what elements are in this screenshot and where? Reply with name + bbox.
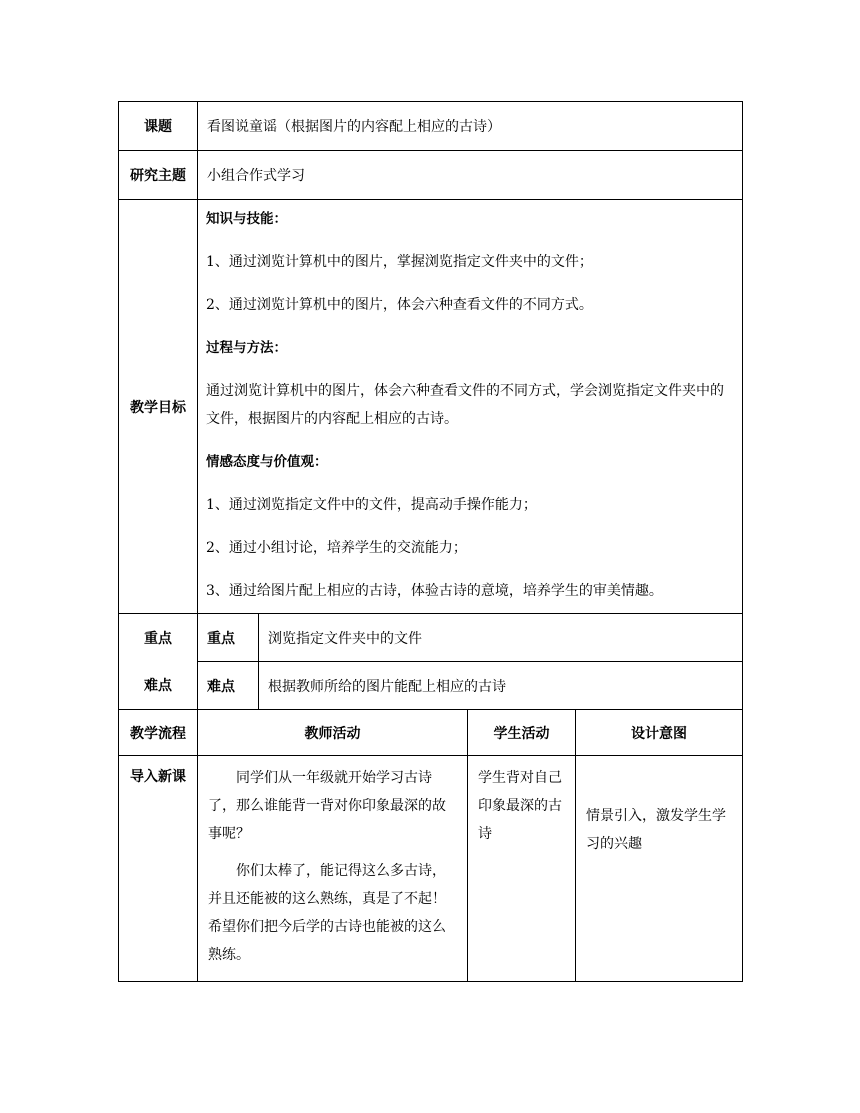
key-point-value: 浏览指定文件夹中的文件 [259, 614, 743, 662]
flow-header-teacher: 教师活动 [198, 710, 468, 756]
flow-header-student: 学生活动 [468, 710, 576, 756]
key-point-label: 重点 [119, 614, 198, 662]
intro-row [119, 756, 743, 982]
research-label: 研究主题 [119, 151, 198, 200]
key-point-sub-label: 重点 [198, 614, 259, 662]
knowledge-item: 2、通过浏览计算机中的图片，体会六种查看文件的不同方式。 [206, 297, 593, 313]
process-text: 通过浏览计算机中的图片，体会六种查看文件的不同方式，学会浏览指定文件夹中的文件，根据图片的内容配上相应的古诗。 [206, 383, 724, 427]
emotion-title: 情感态度与价值观： [206, 454, 328, 470]
topic-value: 看图说童谣（根据图片的内容配上相应的古诗） [198, 102, 743, 151]
lesson-plan-table [118, 101, 743, 982]
teacher-paragraph: 同学们从一年级就开始学习古诗了，那么谁能背一背对你印象最深的故事呢？ [208, 770, 446, 842]
knowledge-title: 知识与技能： [206, 211, 287, 227]
topic-label: 课题 [119, 102, 198, 151]
emotion-item: 3、通过给图片配上相应的古诗，体验古诗的意境，培养学生的审美情趣。 [206, 583, 663, 599]
difficult-point-sub-label: 难点 [198, 662, 259, 710]
difficult-point-value: 根据教师所给的图片能配上相应的古诗 [259, 662, 743, 710]
goals-content [198, 200, 743, 614]
intro-design-intent [576, 756, 743, 982]
teacher-paragraph: 你们太棒了，能记得这么多古诗，并且还能被的这么熟练，真是了不起！希望你们把今后学的古诗也能被的这么熟练。 [208, 863, 446, 963]
flow-header-stage: 教学流程 [119, 710, 198, 756]
difficult-point-label: 难点 [119, 662, 198, 710]
knowledge-item: 1、通过浏览计算机中的图片，掌握浏览指定文件夹中的文件； [206, 254, 593, 270]
intro-teacher-activity [198, 756, 468, 982]
student-text: 学生背对自己印象最深的古诗 [478, 770, 562, 842]
research-value: 小组合作式学习 [198, 151, 743, 200]
key-point-row [119, 614, 743, 662]
flow-header-intent: 设计意图 [576, 710, 743, 756]
goals-row [119, 200, 743, 614]
process-title: 过程与方法： [206, 340, 287, 356]
research-row [119, 151, 743, 200]
topic-row [119, 102, 743, 151]
difficult-point-row [119, 662, 743, 710]
emotion-item: 2、通过小组讨论，培养学生的交流能力； [206, 540, 467, 556]
emotion-item: 1、通过浏览指定文件中的文件，提高动手操作能力； [206, 497, 537, 513]
goals-label: 教学目标 [119, 200, 198, 614]
intent-text: 情景引入，激发学生学习的兴趣 [586, 808, 726, 852]
intro-stage: 导入新课 [119, 756, 198, 982]
flow-header-row [119, 710, 743, 756]
intro-student-activity [468, 756, 576, 982]
